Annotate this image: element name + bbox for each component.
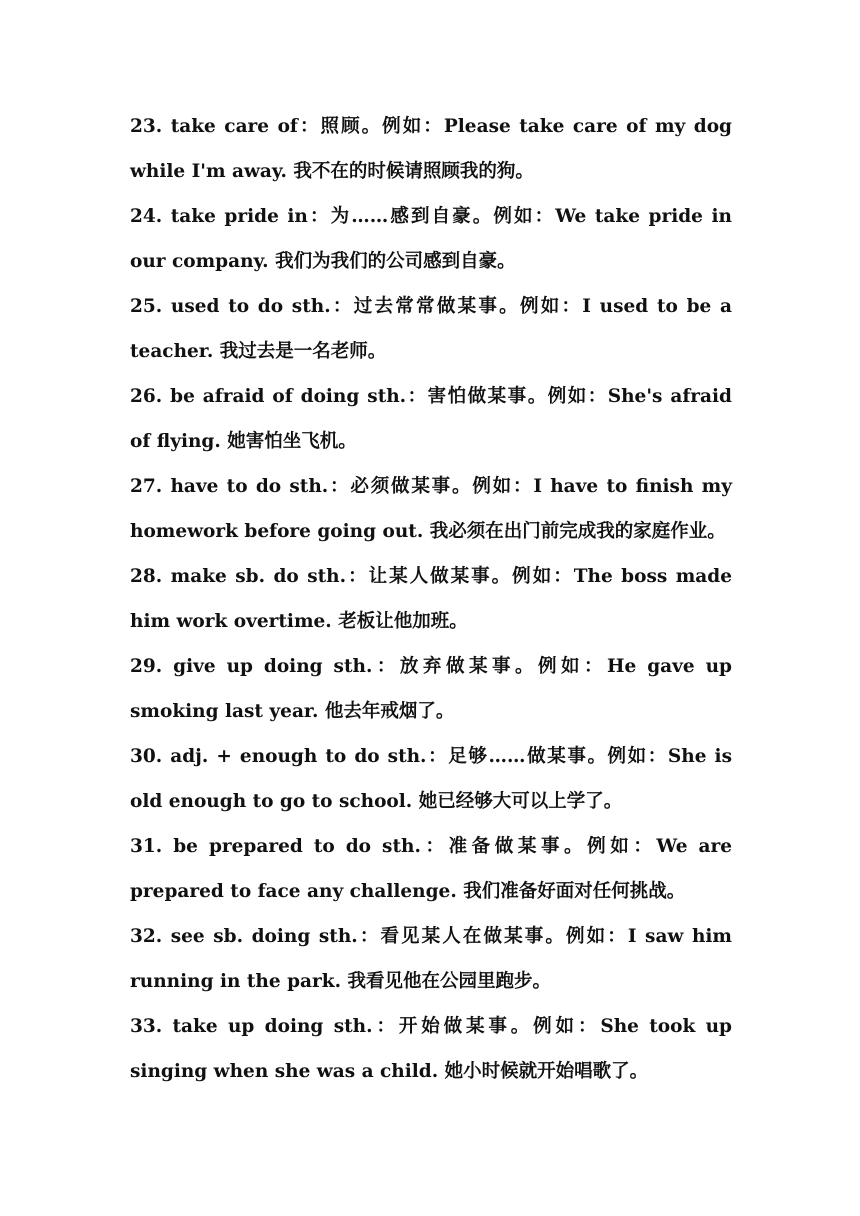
phrase-entry-28 [130, 554, 732, 644]
entry-chinese: 我不在的时候请照顾我的狗。 [293, 161, 534, 182]
entry-chinese: 她小时候就开始唱歌了。 [444, 1061, 649, 1082]
phrase-entry-24 [130, 194, 732, 284]
entry-english: 28. make sb. do sth.：让某人做某事。例如：The boss made him work overtime. [130, 566, 732, 632]
entry-english: 25. used to do sth.：过去常常做某事。例如：I used to be a teacher. [130, 296, 732, 362]
phrase-entry-29 [130, 644, 732, 734]
entry-chinese: 我过去是一名老师。 [219, 341, 387, 362]
entry-chinese: 他去年戒烟了。 [324, 701, 455, 722]
entry-chinese: 她已经够大可以上学了。 [418, 791, 623, 812]
entry-chinese: 我们为我们的公司感到自豪。 [275, 251, 516, 272]
entry-chinese: 我必须在出门前完成我的家庭作业。 [429, 521, 726, 542]
phrase-entry-25 [130, 284, 732, 374]
entry-english: 24. take pride in：为……感到自豪。例如：We take pride in our company. [130, 206, 732, 272]
phrase-entry-27 [130, 464, 732, 554]
entry-chinese: 老板让他加班。 [338, 611, 468, 632]
entry-english: 23. take care of：照顾。例如：Please take care of my dog while I'm away. [130, 116, 732, 182]
phrase-entry-26 [130, 374, 732, 464]
entry-english: 31. be prepared to do sth.：准备做某事。例如：We are prepared to face any challenge. [130, 836, 732, 902]
entry-english: 26. be afraid of doing sth.：害怕做某事。例如：She's afraid of flying. [130, 386, 732, 452]
phrase-list [130, 104, 732, 1094]
phrase-entry-31 [130, 824, 732, 914]
entry-english: 32. see sb. doing sth.：看见某人在做某事。例如：I saw him running in the park. [130, 926, 732, 992]
phrase-entry-33 [130, 1004, 732, 1094]
entry-chinese: 我看见他在公园里跑步。 [347, 971, 551, 992]
entry-chinese: 我们准备好面对任何挑战。 [463, 881, 686, 902]
entry-english: 29. give up doing sth.：放弃做某事。例如：He gave up smoking last year. [130, 656, 732, 722]
entry-english: 27. have to do sth.：必须做某事。例如：I have to finish my homework before going out. [130, 476, 732, 542]
entry-english: 30. adj. + enough to do sth.：足够……做某事。例如：She is old enough to go to school. [130, 746, 732, 812]
phrase-entry-30 [130, 734, 732, 824]
entry-chinese: 她害怕坐飞机。 [227, 431, 357, 452]
entry-english: 33. take up doing sth.：开始做某事。例如：She took up singing when she was a child. [130, 1016, 732, 1082]
phrase-entry-32 [130, 914, 732, 1004]
phrase-entry-23 [130, 104, 732, 194]
